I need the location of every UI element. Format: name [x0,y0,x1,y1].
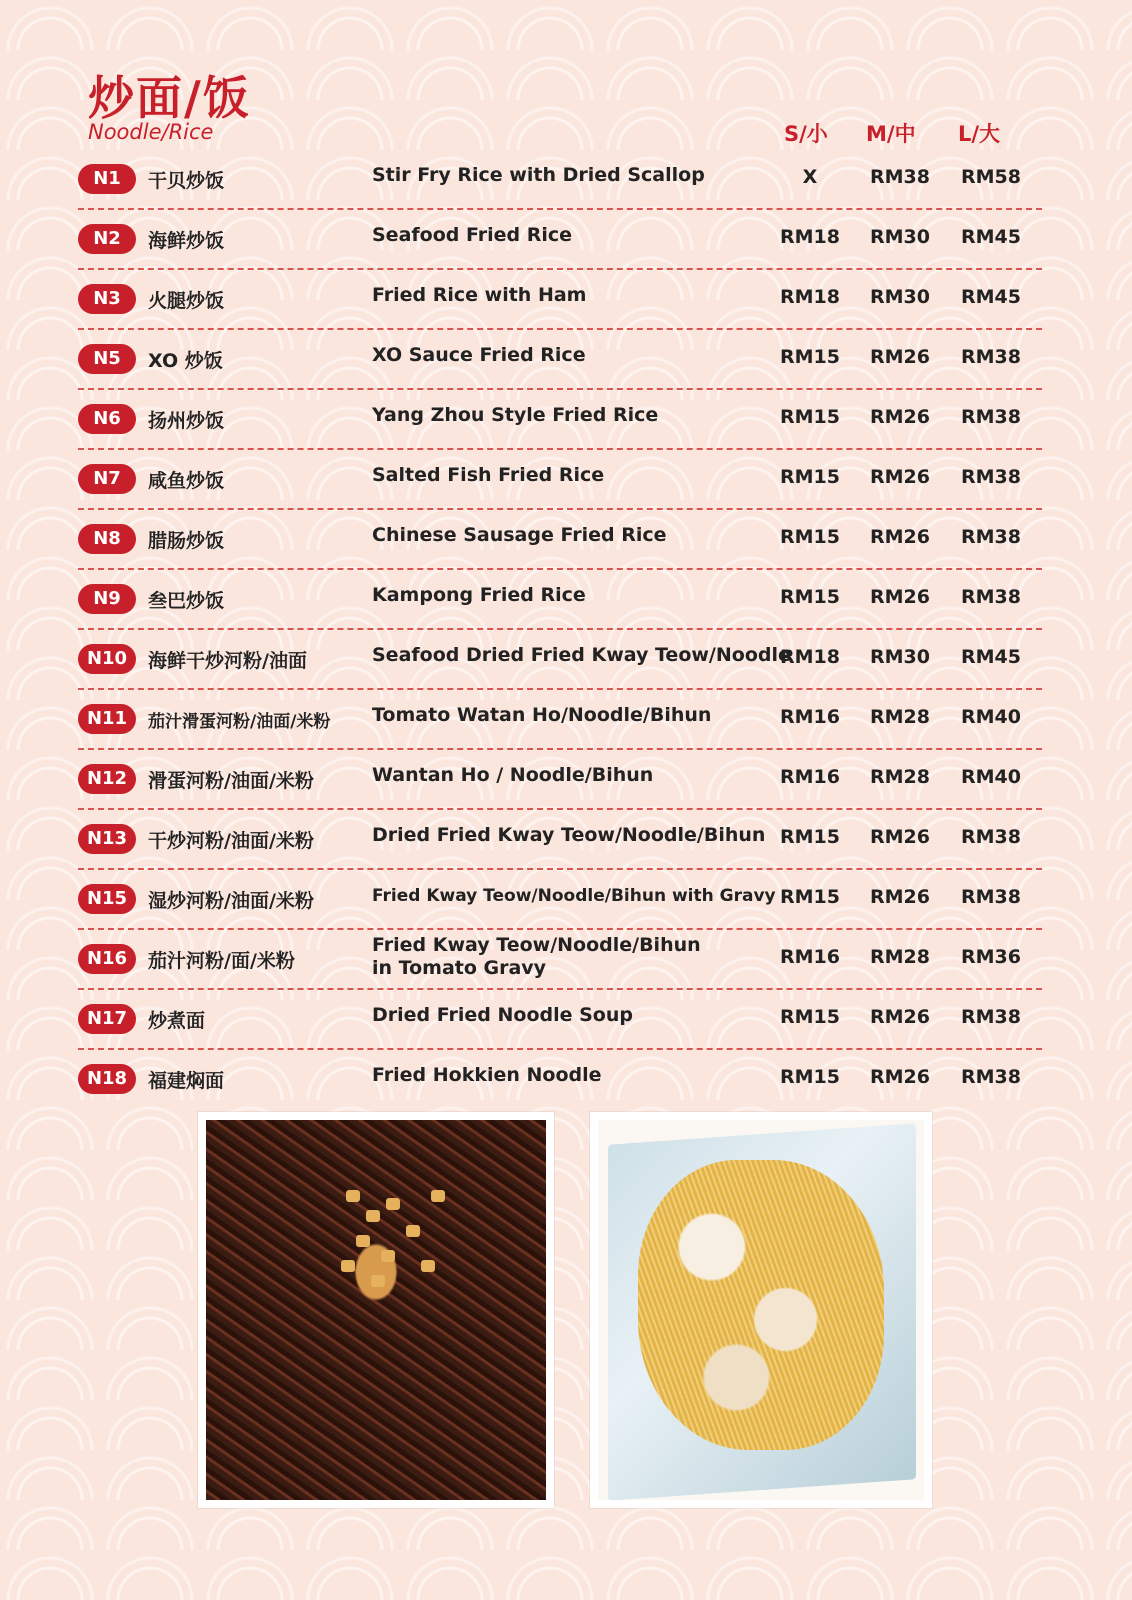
price-medium: RM30 [870,286,930,308]
menu-row [78,810,1042,870]
menu-row [78,510,1042,570]
price-small: RM18 [780,226,840,248]
item-name-zh: 福建焖面 [148,1070,225,1092]
menu-row [78,330,1042,390]
item-name-en: Salted Fish Fried Rice [372,464,605,486]
item-name-zh: 滑蛋河粉/油面/米粉 [148,770,314,792]
price-medium: RM30 [870,646,930,668]
item-code-badge: N12 [78,764,136,794]
price-medium: RM38 [870,166,930,188]
price-small: RM16 [780,706,840,728]
item-code-badge: N10 [78,644,136,674]
hokkien-noodle-photo [198,1112,554,1508]
item-name-zh: 腊肠炒饭 [148,530,225,552]
item-name-zh: 海鲜炒饭 [148,230,225,252]
price-large: RM38 [961,526,1021,548]
noodle-topping [638,1160,884,1450]
price-medium: RM28 [870,946,930,968]
item-code-badge: N18 [78,1064,136,1094]
price-large: RM40 [961,706,1021,728]
price-small: RM15 [780,1006,840,1028]
price-large: RM36 [961,946,1021,968]
item-name-en: Dried Fried Kway Teow/Noodle/Bihun [372,824,766,846]
price-medium: RM26 [870,526,930,548]
price-medium: RM30 [870,226,930,248]
page-title-en: Noodle/Rice [88,120,214,144]
crumb [366,1210,380,1222]
menu-row [78,450,1042,510]
item-name-en: Dried Fried Noodle Soup [372,1004,633,1026]
size-header-medium: M/中 [866,122,916,146]
price-large: RM45 [961,226,1021,248]
item-name-en: Kampong Fried Rice [372,584,586,606]
item-name-zh: 火腿炒饭 [148,290,225,312]
price-small: RM15 [780,886,840,908]
item-name-zh: 扬州炒饭 [148,410,225,432]
page-title-zh: 炒面/饭 [88,71,251,125]
item-code-badge: N7 [78,464,136,494]
crumb [406,1225,420,1237]
price-large: RM45 [961,286,1021,308]
price-small: RM15 [780,586,840,608]
item-name-en: Seafood Dried Fried Kway Teow/Noodle [372,644,791,666]
item-name-zh: 炒煮面 [148,1010,206,1032]
price-large: RM38 [961,466,1021,488]
item-code-badge: N6 [78,404,136,434]
menu-list [78,150,1042,1108]
price-medium: RM26 [870,586,930,608]
price-small: RM15 [780,466,840,488]
item-name-zh: 湿炒河粉/油面/米粉 [148,890,314,912]
item-name-zh: XO 炒饭 [148,350,223,372]
menu-row [78,750,1042,810]
price-medium: RM28 [870,766,930,788]
price-medium: RM26 [870,466,930,488]
price-medium: RM26 [870,886,930,908]
menu-row [78,630,1042,690]
item-code-badge: N17 [78,1004,136,1034]
menu-row [78,570,1042,630]
item-code-badge: N8 [78,524,136,554]
price-small: RM16 [780,766,840,788]
item-name-zh: 干贝炒饭 [148,170,225,192]
price-small: RM15 [780,826,840,848]
item-name-zh: 茄汁滑蛋河粉/油面/米粉 [148,712,331,732]
price-large: RM38 [961,586,1021,608]
price-large: RM40 [961,766,1021,788]
size-header-large: L/大 [958,122,1001,146]
price-large: RM45 [961,646,1021,668]
price-small: RM16 [780,946,840,968]
price-large: RM38 [961,346,1021,368]
menu-row [78,990,1042,1050]
price-large: RM38 [961,1066,1021,1088]
item-name-en: Fried Kway Teow/Noodle/Bihun in Tomato Gravy [372,934,701,979]
crumb [371,1275,385,1287]
price-large: RM38 [961,1006,1021,1028]
item-name-en: Yang Zhou Style Fried Rice [372,404,659,426]
item-name-en: XO Sauce Fried Rice [372,344,586,366]
item-name-zh: 干炒河粉/油面/米粉 [148,830,314,852]
crumb [386,1198,400,1210]
menu-row [78,210,1042,270]
size-header-small: S/小 [784,122,828,146]
item-code-badge: N13 [78,824,136,854]
menu-row [78,930,1042,990]
menu-row [78,870,1042,930]
item-code-badge: N15 [78,884,136,914]
price-medium: RM26 [870,1006,930,1028]
menu-row [78,150,1042,210]
dark-noodles-image [206,1120,546,1500]
item-code-badge: N1 [78,164,136,194]
price-large: RM58 [961,166,1021,188]
crumb [346,1190,360,1202]
item-name-zh: 海鲜干炒河粉/油面 [148,650,307,672]
crumb [341,1260,355,1272]
crumb [431,1190,445,1202]
item-code-badge: N2 [78,224,136,254]
price-large: RM38 [961,826,1021,848]
item-name-en: Wantan Ho / Noodle/Bihun [372,764,654,786]
crumb [421,1260,435,1272]
crispy-noodle-photo [590,1112,932,1508]
price-medium: RM28 [870,706,930,728]
crispy-noodles-image [598,1120,924,1500]
item-code-badge: N3 [78,284,136,314]
crumb [356,1235,370,1247]
price-small: RM18 [780,646,840,668]
price-small: X [802,166,818,188]
item-name-en: Fried Rice with Ham [372,284,587,306]
item-name-zh: 咸鱼炒饭 [148,470,225,492]
item-name-en: Stir Fry Rice with Dried Scallop [372,164,705,186]
item-code-badge: N9 [78,584,136,614]
item-name-en: Seafood Fried Rice [372,224,573,246]
menu-row [78,270,1042,330]
price-large: RM38 [961,406,1021,428]
item-code-badge: N5 [78,344,136,374]
price-medium: RM26 [870,826,930,848]
item-name-zh: 叁巴炒饭 [148,590,225,612]
item-name-zh: 茄汁河粉/面/米粉 [148,950,295,972]
menu-row [78,390,1042,450]
price-small: RM15 [780,526,840,548]
price-medium: RM26 [870,346,930,368]
item-name-en: Chinese Sausage Fried Rice [372,524,667,546]
item-code-badge: N16 [78,944,136,974]
crumb [381,1250,395,1262]
price-small: RM15 [780,1066,840,1088]
menu-row [78,690,1042,750]
menu-row [78,1050,1042,1108]
price-medium: RM26 [870,406,930,428]
price-small: RM18 [780,286,840,308]
item-code-badge: N11 [78,704,136,734]
price-small: RM15 [780,346,840,368]
item-name-en: Fried Kway Teow/Noodle/Bihun with Gravy [372,886,776,906]
price-small: RM15 [780,406,840,428]
price-medium: RM26 [870,1066,930,1088]
item-name-en: Fried Hokkien Noodle [372,1064,602,1086]
price-large: RM38 [961,886,1021,908]
item-name-en: Tomato Watan Ho/Noodle/Bihun [372,704,712,726]
